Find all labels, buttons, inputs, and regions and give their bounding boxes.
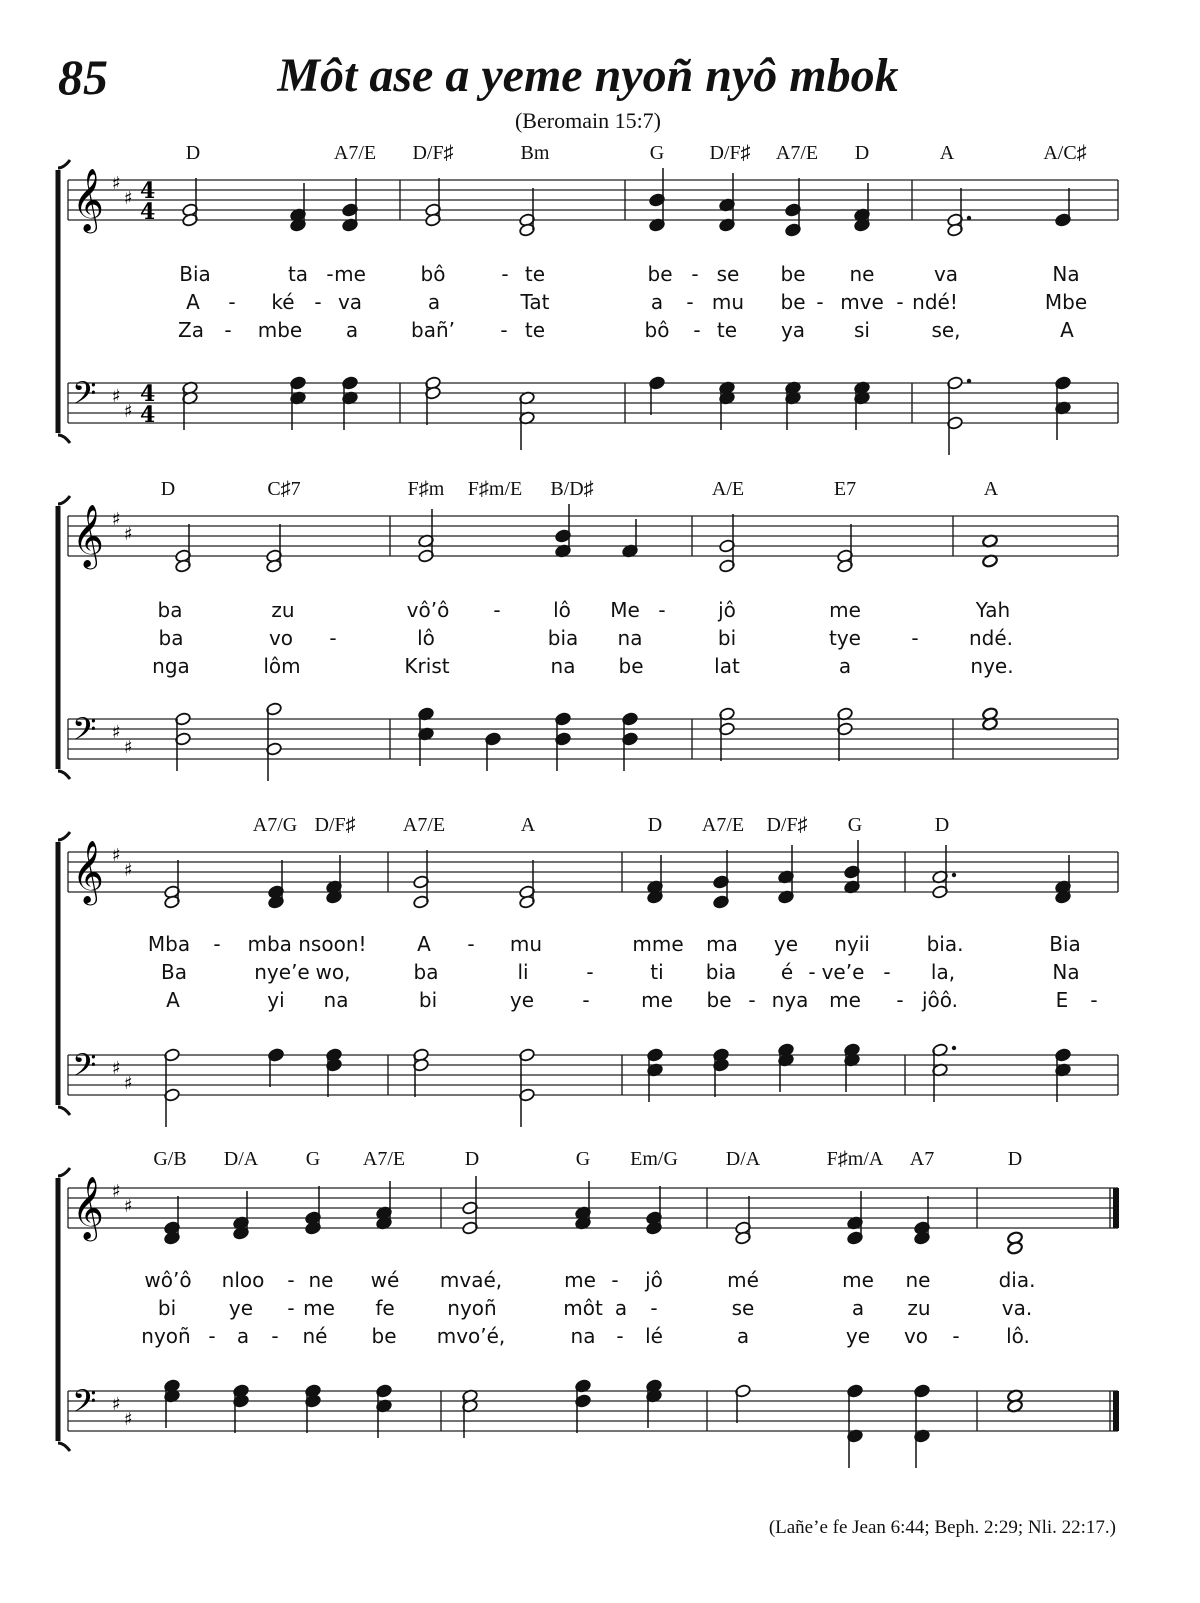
lyric-syllable: na <box>617 626 643 650</box>
lyric-syllable: E <box>1055 988 1069 1012</box>
lyric-syllable: a <box>838 654 852 678</box>
lyric-verse-1 <box>0 1268 1200 1296</box>
lyric-syllable: vô’ô <box>406 598 450 622</box>
lyric-syllable: bi <box>418 988 438 1012</box>
lyric-syllable: nyoñ <box>447 1296 497 1320</box>
lyric-syllable: me <box>303 1296 335 1320</box>
lyric-syllable: - <box>208 1324 216 1348</box>
lyric-syllable: te <box>524 318 546 342</box>
chord-symbol: F♯m/A <box>826 1148 884 1170</box>
chord-symbol: Em/G <box>630 1148 678 1170</box>
lyric-syllable: be <box>706 988 732 1012</box>
lyric-syllable: - <box>896 290 904 314</box>
lyric-syllable: ndé! <box>912 290 958 314</box>
chord-symbol: A <box>939 142 955 164</box>
dot <box>952 1046 956 1050</box>
lyric-verse-1 <box>0 932 1200 960</box>
lyric-syllable: mu <box>509 932 543 956</box>
sharp-icon: ♯ <box>124 401 133 422</box>
lyric-syllable: na <box>570 1324 596 1348</box>
lyric-syllable: Krist <box>404 654 450 678</box>
chord-symbol: D/F♯ <box>766 814 808 836</box>
lyric-syllable: te <box>716 318 738 342</box>
chord-symbol: A <box>520 814 536 836</box>
chord-symbol: A7/G <box>252 814 298 836</box>
chord-symbol: G <box>649 142 665 164</box>
lyric-syllable: se <box>716 262 740 286</box>
lyric-syllable: jôô. <box>921 988 959 1012</box>
chord-symbol: G <box>575 1148 591 1170</box>
sharp-icon: ♯ <box>124 1073 133 1094</box>
lyric-verse-3 <box>0 654 1200 682</box>
lyric-syllable: be <box>780 262 806 286</box>
chord-row <box>0 1148 1200 1178</box>
lyric-syllable: é <box>780 960 794 984</box>
lyric-syllable: wé <box>370 1268 400 1292</box>
chord-symbol: D/A <box>223 1148 259 1170</box>
treble-clef-icon: 𝄞 <box>72 1176 104 1239</box>
bass-clef-icon: 𝄢 <box>72 1383 97 1427</box>
lyric-syllable: - <box>213 932 221 956</box>
lyric-verse-1 <box>0 262 1200 290</box>
lyric-syllable: tye <box>829 626 861 650</box>
lyric-syllable: - <box>616 1324 624 1348</box>
sharp-icon: ♯ <box>112 386 121 407</box>
lyric-verse-2 <box>0 960 1200 988</box>
sharp-icon: ♯ <box>112 1394 121 1415</box>
chord-row <box>0 142 1200 172</box>
chord-symbol: A7/E <box>701 814 745 836</box>
lyric-syllable: Na <box>1052 262 1080 286</box>
chord-symbol: F♯m/E <box>467 478 523 500</box>
chord-symbol: D/F♯ <box>709 142 751 164</box>
lyric-syllable: a <box>427 290 441 314</box>
lyric-syllable: - <box>582 988 590 1012</box>
lyric-syllable: me <box>564 1268 596 1292</box>
lyric-syllable: me <box>829 598 861 622</box>
lyric-syllable: la, <box>930 960 956 984</box>
lyric-syllable: yi <box>267 988 285 1012</box>
chord-symbol: D <box>854 142 870 164</box>
chord-symbol: D <box>1007 1148 1023 1170</box>
lyric-syllable: me <box>334 262 366 286</box>
chord-symbol: D <box>185 142 201 164</box>
bass-clef-icon: 𝄢 <box>72 711 97 755</box>
lyric-syllable: mme <box>632 932 684 956</box>
chord-symbol: A7/E <box>362 1148 406 1170</box>
lyric-syllable: Bia <box>1049 932 1081 956</box>
chord-symbol: G/B <box>153 1148 187 1170</box>
sharp-icon: ♯ <box>124 860 133 881</box>
dot <box>967 379 971 383</box>
chord-row <box>0 814 1200 844</box>
lyric-syllable: - <box>467 932 475 956</box>
lyric-syllable: va. <box>1001 1296 1033 1320</box>
lyric-syllable: - <box>611 1268 619 1292</box>
lyric-syllable: me <box>842 1268 874 1292</box>
lyric-syllable: - <box>883 960 891 984</box>
lyric-syllable: - <box>329 626 337 650</box>
lyric-verse-2 <box>0 626 1200 654</box>
treble-clef-icon: 𝄞 <box>72 168 104 231</box>
lyric-syllable: - <box>287 1268 295 1292</box>
lyric-syllable: - <box>816 290 824 314</box>
lyric-syllable: va <box>337 290 363 314</box>
chord-symbol: A7/E <box>402 814 446 836</box>
chord-symbol: D/A <box>725 1148 761 1170</box>
bass-clef-icon: 𝄢 <box>72 375 97 419</box>
lyric-syllable: bi <box>157 1296 177 1320</box>
lyric-syllable: a <box>736 1324 750 1348</box>
chord-symbol: A <box>983 478 999 500</box>
lyric-syllable: bañ’ <box>411 318 455 342</box>
lyric-syllable: mvaé, <box>439 1268 503 1292</box>
dot <box>967 216 971 220</box>
lyric-syllable: ya <box>780 318 806 342</box>
sharp-icon: ♯ <box>112 1058 121 1079</box>
lyric-syllable: Mbe <box>1044 290 1088 314</box>
lyric-syllable: nye. <box>970 654 1014 678</box>
lyric-syllable: Mba <box>147 932 191 956</box>
chord-symbol: D <box>464 1148 480 1170</box>
lyric-syllable: ne <box>905 1268 931 1292</box>
chord-symbol: C♯7 <box>267 478 301 500</box>
lyric-verse-2 <box>0 1296 1200 1324</box>
lyric-syllable: vo <box>268 626 294 650</box>
lyric-syllable: te <box>524 262 546 286</box>
lyric-syllable: Ba <box>161 960 187 984</box>
lyric-syllable: - <box>896 988 904 1012</box>
lyric-syllable: ye <box>845 1324 871 1348</box>
hymn-number: 85 <box>58 49 108 105</box>
chord-symbol: B/D♯ <box>550 478 594 500</box>
lyric-syllable: Bia <box>179 262 211 286</box>
lyric-syllable: mbe <box>257 318 303 342</box>
lyric-syllable: li <box>517 960 529 984</box>
lyric-syllable: nyii <box>834 932 870 956</box>
sharp-icon: ♯ <box>124 1196 133 1217</box>
lyric-verse-1 <box>0 598 1200 626</box>
lyric-syllable: a <box>345 318 359 342</box>
lyric-syllable: - <box>224 318 232 342</box>
lyric-syllable: lô <box>417 626 435 650</box>
lyric-syllable: be <box>371 1324 397 1348</box>
lyric-syllable: môt <box>563 1296 603 1320</box>
lyric-syllable: - <box>911 626 919 650</box>
lyric-syllable: - <box>650 1296 658 1320</box>
lyric-syllable: - <box>287 1296 295 1320</box>
dot <box>952 873 956 877</box>
lyric-syllable: ké <box>271 290 295 314</box>
lyric-syllable: ta <box>287 262 309 286</box>
lyric-syllable: be <box>647 262 673 286</box>
lyric-syllable: - <box>748 988 756 1012</box>
lyric-syllable: wô’ô <box>144 1268 192 1292</box>
lyric-syllable: ye <box>773 932 799 956</box>
lyric-syllable: - <box>693 318 701 342</box>
lyric-verse-3 <box>0 1324 1200 1352</box>
lyric-syllable: - <box>314 290 322 314</box>
lyric-syllable: zu <box>271 598 295 622</box>
chord-symbol: A7/E <box>775 142 819 164</box>
lyric-syllable: A <box>166 988 180 1012</box>
lyric-syllable: lé <box>645 1324 663 1348</box>
time-signature-top: 4 <box>140 381 156 407</box>
chord-symbol: A/E <box>711 478 745 500</box>
lyric-syllable: mvo’é, <box>436 1324 506 1348</box>
footer-reference: (Lañe’e fe Jean 6:44; Beph. 2:29; Nli. 22:17.) <box>768 1517 1116 1538</box>
lyric-syllable: jô <box>718 598 736 622</box>
chord-symbol: Bm <box>520 142 550 164</box>
lyric-syllable: lat <box>714 654 740 678</box>
lyric-syllable: lô <box>553 598 571 622</box>
scripture-reference: (Beromain 15:7) <box>514 108 662 133</box>
lyric-syllable: se <box>731 1296 755 1320</box>
lyric-syllable: a <box>650 290 664 314</box>
time-signature-bottom: 4 <box>140 199 156 225</box>
lyric-syllable: Yah <box>975 598 1011 622</box>
chord-symbol: E7 <box>833 478 857 500</box>
chord-symbol: G <box>305 1148 321 1170</box>
lyric-syllable: Me <box>610 598 640 622</box>
lyric-syllable: né <box>302 1324 328 1348</box>
lyric-syllable: ba <box>157 598 183 622</box>
lyric-syllable: ma <box>706 932 738 956</box>
lyric-syllable: Tat <box>520 290 550 314</box>
lyric-syllable: bia <box>705 960 737 984</box>
lyric-syllable: ye <box>228 1296 254 1320</box>
lyric-syllable: a <box>236 1324 250 1348</box>
lyric-syllable: - <box>501 262 509 286</box>
sharp-icon: ♯ <box>112 173 121 194</box>
lyric-syllable: si <box>854 318 870 342</box>
chord-symbol: F♯m <box>407 478 445 500</box>
lyric-syllable: ba <box>158 626 184 650</box>
lyric-syllable: mé <box>727 1268 759 1292</box>
lyric-syllable: nye’e <box>254 960 310 984</box>
sharp-icon: ♯ <box>112 722 121 743</box>
lyric-syllable: a <box>851 1296 865 1320</box>
lyric-syllable: bia <box>547 626 579 650</box>
lyric-syllable: be <box>780 290 806 314</box>
sharp-icon: ♯ <box>124 524 133 545</box>
lyric-syllable: - <box>228 290 236 314</box>
chord-symbol: G <box>847 814 863 836</box>
lyric-syllable: mve <box>840 290 884 314</box>
lyric-syllable: se, <box>931 318 961 342</box>
lyric-syllable: me <box>641 988 673 1012</box>
chord-row <box>0 478 1200 508</box>
lyric-syllable: bi <box>717 626 737 650</box>
lyric-syllable: mba nsoon! <box>247 932 367 956</box>
lyric-syllable: na <box>550 654 576 678</box>
lyric-syllable: ti <box>650 960 664 984</box>
lyric-syllable: - <box>586 960 594 984</box>
lyric-syllable: nya <box>771 988 809 1012</box>
lyric-syllable: zu <box>907 1296 931 1320</box>
lyric-syllable: lô. <box>1006 1324 1030 1348</box>
lyric-syllable: nloo <box>221 1268 265 1292</box>
lyric-syllable: fe <box>375 1296 395 1320</box>
bass-clef-icon: 𝄢 <box>72 1047 97 1091</box>
lyric-syllable: - <box>691 262 699 286</box>
time-signature-top: 4 <box>140 178 156 204</box>
lyric-syllable: nyoñ <box>141 1324 191 1348</box>
lyric-syllable: bia. <box>926 932 964 956</box>
lyric-syllable: Na <box>1052 960 1080 984</box>
lyric-syllable: ne <box>308 1268 334 1292</box>
chord-symbol: A7 <box>909 1148 935 1170</box>
sharp-icon: ♯ <box>124 737 133 758</box>
chord-symbol: D/F♯ <box>314 814 356 836</box>
hymn-title: Môt ase a yeme nyoñ nyô mbok <box>277 49 899 102</box>
lyric-syllable: me <box>829 988 861 1012</box>
lyric-verse-3 <box>0 318 1200 346</box>
sharp-icon: ♯ <box>124 1409 133 1430</box>
chord-symbol: D/F♯ <box>412 142 454 164</box>
lyric-syllable: na <box>323 988 349 1012</box>
time-signature-bottom: 4 <box>140 402 156 428</box>
lyric-syllable: lôm <box>263 654 301 678</box>
lyric-syllable: bô <box>420 262 446 286</box>
lyric-verse-2 <box>0 290 1200 318</box>
lyric-syllable: mu <box>711 290 745 314</box>
lyric-syllable: - <box>1090 988 1098 1012</box>
chord-symbol: D <box>160 478 176 500</box>
sharp-icon: ♯ <box>112 509 121 530</box>
lyric-syllable: jô <box>645 1268 663 1292</box>
chord-symbol: A7/E <box>333 142 377 164</box>
lyric-syllable: - <box>271 1324 279 1348</box>
lyric-syllable: - <box>952 1324 960 1348</box>
lyric-syllable: - <box>686 290 694 314</box>
lyric-syllable: nga <box>152 654 190 678</box>
sharp-icon: ♯ <box>112 845 121 866</box>
lyric-syllable: ve’e <box>821 960 865 984</box>
lyric-syllable: bô <box>644 318 670 342</box>
lyric-syllable: a <box>614 1296 628 1320</box>
lyric-syllable: ne <box>849 262 875 286</box>
lyric-verse-3 <box>0 988 1200 1016</box>
chord-symbol: D <box>647 814 663 836</box>
lyric-syllable: be <box>618 654 644 678</box>
chord-symbol: D <box>934 814 950 836</box>
sharp-icon: ♯ <box>112 1181 121 1202</box>
lyric-syllable: A <box>1060 318 1074 342</box>
lyric-syllable: wo, <box>315 960 351 984</box>
sharp-icon: ♯ <box>124 188 133 209</box>
lyric-syllable: - <box>500 318 508 342</box>
treble-clef-icon: 𝄞 <box>72 840 104 903</box>
lyric-syllable: Za <box>178 318 204 342</box>
lyric-syllable: dia. <box>998 1268 1036 1292</box>
lyric-syllable: ndé. <box>968 626 1014 650</box>
lyric-syllable: A <box>417 932 431 956</box>
lyric-syllable: ye <box>509 988 535 1012</box>
lyric-syllable: A <box>186 290 200 314</box>
lyric-syllable: - <box>658 598 666 622</box>
lyric-syllable: ba <box>413 960 439 984</box>
chord-symbol: A/C♯ <box>1043 142 1087 164</box>
lyric-syllable: va <box>933 262 959 286</box>
lyric-syllable: vo <box>903 1324 929 1348</box>
treble-clef-icon: 𝄞 <box>72 504 104 567</box>
lyric-syllable: - <box>493 598 501 622</box>
lyric-syllable: - <box>326 262 334 286</box>
lyric-syllable: - <box>808 960 816 984</box>
